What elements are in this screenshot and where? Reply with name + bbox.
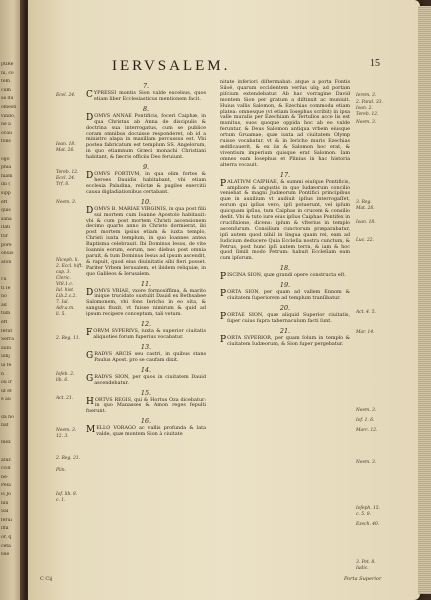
margin-citation: Iof. 1. 6.	[356, 418, 375, 423]
entry-number: 20.	[279, 304, 291, 312]
margin-citation: 2. Reg. 11.	[56, 336, 81, 341]
entry-number: 11.	[140, 279, 152, 288]
left-page-fragment: itati	[1, 225, 11, 231]
margin-citation: 2. Eccl. hift.	[56, 264, 83, 269]
entry-text: ELLO VORAGO ac vallis profunda & lata valde, quæ montem Sion à ciuitate	[96, 425, 206, 438]
margin-citation: Iof. lib. 8.	[56, 492, 78, 497]
left-page-fragment: ogo	[1, 156, 10, 162]
entry-paragraph	[86, 375, 206, 387]
left-page-fragment: ni, co	[1, 70, 14, 76]
entry-paragraph	[220, 272, 350, 283]
left-page-fragment: iffa	[1, 526, 9, 532]
left-page-fragment: Pela	[1, 483, 11, 489]
margin-citation: Neem. 3.	[356, 408, 377, 413]
left-page-fragment: sipp	[1, 191, 11, 196]
margin-citation: Tereb. 12.	[356, 112, 379, 117]
left-page-fragment: phia	[1, 165, 12, 171]
left-page-fragment: tem	[1, 79, 10, 85]
margin-citation: cap. 3.	[56, 270, 71, 275]
margin-citation: Neem. 3.	[356, 460, 377, 465]
left-text-column	[86, 80, 206, 440]
left-page-fragment: ne a	[1, 122, 11, 128]
margin-citation: Niceph. li.	[56, 258, 79, 263]
drop-capital: C	[86, 90, 93, 100]
left-page-fragment: ceta	[1, 543, 11, 549]
entry-number: 12.	[140, 320, 152, 329]
left-page-fragment: fons	[1, 139, 11, 145]
entry-paragraph	[86, 426, 206, 438]
entry-text: RADVS SION, per quos in ciuitatem Dauid ascendebatur.	[94, 373, 206, 386]
margin-citation: Neem. 3.	[56, 200, 77, 205]
margin-citation: li. 5.	[56, 312, 66, 317]
margin-citation: Mat. 26.	[56, 148, 75, 153]
margin-citation: Iul. hist.	[56, 288, 75, 293]
margin-citation: Ioan. 18.	[56, 142, 76, 147]
margin-citation: Neem. 3.	[356, 120, 377, 125]
entry-number: 8.	[142, 104, 150, 113]
margin-citation: Luc. 22.	[356, 238, 374, 243]
entry-number: 15.	[140, 388, 152, 397]
entry-text: OMVS B. MARIAE VIRGINIS, in qua post filii sui mortem cum Ioanne Apostolo habitauit: vbi & cum post mortem Christi ascensionem decimo quarto anno in Christo dormierat, ibi post mortem ipsius etiam & iuxta templo, Christi iuxta templum, in quo Ioannes antea Baptisma celebrauit. Ibi Dominus Iesus, de vite Ioannis eorum, eorum, nec diebus post omnia paruit, & tum Dominus Iesus ad ipsum ascendit, & rapuit, quod eius diuinitatis sibi fieri posset. Pariter Vrbem Ierusalem, et ibidem reliquiæ, in quo Galileos & Ierusalem.	[86, 205, 206, 277]
left-page-fragment: ut et	[1, 388, 12, 394]
margin-citation: Act. 4. 5.	[356, 310, 376, 315]
margin-citation: Act. 21.	[56, 396, 74, 401]
left-page-fragment: is Jo	[1, 492, 11, 497]
left-page-fragment: niu	[1, 500, 9, 506]
drop-capital: G	[86, 350, 94, 361]
left-page-fragment: bat	[1, 423, 9, 429]
right-text-column	[220, 80, 350, 350]
left-page-fragment: ou ir	[1, 380, 12, 386]
entry-paragraph	[220, 180, 350, 263]
page-block-edge	[418, 6, 431, 594]
left-page-fragment: ferat	[1, 328, 13, 334]
drop-capital: P	[220, 272, 227, 283]
margin-citation: Neem. 3.	[56, 428, 77, 433]
margin-citation: c. 5. 8.	[356, 512, 372, 517]
entry-paragraph	[86, 289, 206, 319]
left-page-fragment: ccid	[1, 466, 11, 472]
left-page-fragment: eft	[1, 199, 8, 205]
margin-citation: Ioan. 2.	[356, 106, 373, 111]
margin-citation: Marc. 12.	[356, 428, 378, 433]
drop-capital: H	[86, 396, 94, 407]
margin-citation: c. 1.	[56, 498, 66, 503]
entry-number: 7.	[142, 82, 150, 90]
entry-text: YPRESSI montis Sion valde excelsus, quos etiam liber Ecclesiasticus mentionem facit.	[93, 90, 206, 102]
margin-citation: lib. 6.	[56, 378, 69, 383]
left-page-fragment: e au	[1, 397, 11, 403]
left-page-fragment: Hie	[1, 552, 10, 558]
margin-citation: Iofeph. 15.	[356, 506, 381, 511]
margin-citation: 7. Iul.	[56, 300, 69, 305]
left-page-fragment: Sal	[1, 509, 9, 515]
entry-number: 21.	[279, 326, 291, 335]
margin-citation: 3. Reg.	[356, 200, 372, 205]
drop-capital: G	[86, 373, 94, 384]
margin-citation: Lib.2.c.2.	[56, 294, 77, 299]
entry-paragraph	[220, 313, 350, 325]
entry-text: ORVM SVPERIVS, iuxta & superior ciuitatis aliquoties forum fuperius vocabatur.	[93, 328, 206, 340]
margin-citation: 12. 3.	[56, 434, 69, 439]
entry-number: 9.	[142, 163, 150, 172]
entry-text: ORTVS REGIS, qui & Hortus Oza dicebatur: in quo Manasses & Amon reges fepulti fuerunt.	[86, 396, 206, 415]
margin-citation: Plin.	[56, 468, 66, 473]
left-page-fragment: ferui	[1, 517, 13, 523]
left-page-fragment: n	[1, 371, 4, 377]
margin-citation: Ecel. 24.	[56, 93, 76, 98]
left-page-fragment: tum	[1, 311, 11, 317]
margin-citation: Mat. 26.	[356, 206, 375, 211]
left-page-fragment: ne-	[1, 474, 9, 480]
signature-mark: C Cij	[40, 576, 53, 582]
drop-capital: P	[220, 289, 227, 300]
margin-citation: Ioan. 18.	[356, 220, 376, 225]
entry-text: OMVS ANNAE Pontificis, foceri Caiphæ, in qua Christus ab Anna de discipulis & doctrina sua interrogatus, cum se publice coram omnibus docuisse responderet, ob id a ministro alapa in maxillam percussus est. Vbi postea fabricatum est templum SS. Angelorum, in quo etiamnum Græci monachi Christiani habitant, & fæcris officiis Deo feruiunt.	[86, 112, 206, 161]
drop-capital: D	[86, 287, 94, 298]
left-page-fragment: onuis	[1, 251, 14, 257]
entry-text: RADVS ARCIS seu castri, in quibus stans Paulus Apost. pro se caufam dixit.	[94, 350, 206, 363]
drop-capital: D	[86, 171, 94, 182]
left-page-fragment: ptiRe	[1, 62, 14, 67]
left-page-fragment: or, q	[1, 535, 12, 540]
left-page-fragment: ui fe	[1, 363, 12, 368]
left-page-fragment: da ho	[1, 414, 14, 420]
left-page-fragment: tur	[1, 234, 9, 239]
margin-citation: Adr.a.m.	[56, 306, 75, 311]
margin-citation: Ierem. 3.	[356, 93, 377, 98]
margin-citation: Eccl. 24.	[56, 176, 76, 181]
continued-paragraph: nitate inferiori diſtermabat: atque a porta Fontis Siloë, quarum occidentem verſus ulq; ad portam piſcium extendebatur. Ab hac vorragine David montem Sion per gratum a diſtinxit ac muniuit. Huius vallis Salomon, & Ezechias commoda etiam platea: omnesque (vt etiam Iosephus scribit) in ipsa valle muralis per Ezechiam & Tertullos acce lis est munitus, suos quoque oppida hoc ab eo valde feruntur, & Deus Salomon antiqua vrbem eiusque ortum Gruamae, quæ iuxta ad ciuitatem Olymp ruisse vocabatur, vt & in Iericho muris Ezechias ædificauerit, & ex iis & Salomon hoc erat, & viventium imperium quisque erat Salomon. Iam omnes eam Iosephus et Plinius in hac historia alterra vocauit.	[220, 79, 350, 168]
entry-paragraph	[86, 172, 206, 196]
entry-number: 18.	[279, 264, 291, 273]
entry-paragraph	[86, 398, 206, 416]
margin-citation: 2. Reg. 21.	[56, 456, 81, 461]
entry-text: ISCINA SION, quæ grandi opere constructa eſt.	[227, 272, 346, 279]
entry-paragraph	[220, 336, 350, 348]
drop-capital: P	[220, 312, 227, 322]
left-page-fragment: udij	[1, 354, 10, 360]
left-page-fragment: ti Ie	[1, 285, 11, 291]
left-page-fragment: cu	[1, 277, 7, 282]
drop-capital: D	[86, 112, 94, 123]
left-page-fragment: hiam	[1, 173, 13, 179]
margin-citation: Tereb. 12.	[56, 170, 79, 175]
margin-citation: Cleric.	[56, 276, 71, 281]
margin-citation: Trf. 8.	[56, 182, 70, 187]
entry-text: ORTA SVPERIOR, per quam ſolum in templo & ciuitatem Iudæorum, & Sion ſuper pergebatur.	[227, 334, 350, 347]
entry-number: 10.	[140, 197, 152, 206]
left-page-fragment: ocau	[1, 130, 13, 136]
entry-paragraph	[86, 207, 206, 278]
entry-text: OMVS FORTIVM, in qua olim fortes & heroes Dauidis habitabant, vbi etiam ecclesia Paladina, relictæ & pugiles exercitii causa digladiationibus certabant.	[86, 171, 206, 195]
margin-citation: 2. Paral. 33.	[356, 100, 383, 105]
left-page-fragment: aton	[1, 259, 12, 265]
left-page-fragment: cum	[1, 87, 11, 93]
entry-number: 17.	[279, 170, 291, 179]
left-page-fragment: pore	[1, 242, 12, 248]
left-page-fragment: quis	[1, 208, 11, 214]
left-page-fragment: vindo,	[1, 113, 16, 119]
catchword: Porta Superior	[344, 576, 382, 582]
left-page-fragment: ini (	[1, 182, 11, 188]
drop-capital: M	[86, 425, 96, 436]
entry-text: ORTA SION, per quam ad vallem Ennom & ciuitatem ſuperiorem ad templum tranſibatur.	[227, 289, 350, 302]
entry-number: 16.	[140, 417, 152, 426]
margin-citation: 3. Pet. 8.	[356, 560, 376, 565]
entry-paragraph	[86, 91, 206, 103]
left-page-fragment: aulu	[1, 345, 12, 351]
margin-citation: Iofeb. 2.	[56, 372, 75, 377]
left-page-edge	[0, 0, 22, 600]
left-page-fragment: no	[1, 294, 7, 300]
folio-number: 15	[370, 58, 380, 69]
entry-paragraph	[86, 114, 206, 161]
left-page-fragment: as du	[1, 96, 14, 102]
left-page-fragment: eft	[1, 320, 8, 325]
entry-text: ALATIVM CAIPHAE, & summi eiuſque Pontificis, ampliore & angustis in quo Iudæorum concilio veniebat & magni Judæorum Pontifici principibus quæ in auxilium vt audiuit ipſius interrogaſſet, eorum qui ipſius vero, ipſi potuerunt, vel ipſum quicquam ipſius, tum Caiphas in crucem & consilio dedit. Vbi & tuto iure eius ipſius Caiphas Pontifex in crucifixione, dicens: ipſum & vlterius in templo ascenſurum. Consilium cunctorum præparabatur, ipſi autem quod nihil in lingua quam rei, eam ad Iudicium deducere Quia Eccleſia nostra cunctum, & Petrus, post hunc ipſi autem terra, & iam & hoc quod ſimili modo Petrum: habuit Eccleſiam eam cum ipſorum.	[220, 178, 350, 262]
entry-number: 13.	[140, 342, 152, 351]
entry-paragraph	[86, 352, 206, 364]
margin-citation: Ezech. 40.	[356, 522, 380, 527]
entry-paragraph	[86, 329, 206, 341]
drop-capital: P	[220, 334, 227, 345]
entry-number: 14.	[140, 365, 152, 374]
left-page-fragment: mex	[1, 440, 11, 446]
drop-capital: D	[86, 205, 94, 216]
left-page-fragment: sana	[1, 216, 12, 222]
left-page-fragment: atur.	[1, 457, 12, 463]
drop-capital: P	[220, 178, 227, 189]
margin-citation: Vt8.1.c.	[56, 282, 74, 287]
margin-citation: Iudic.	[356, 566, 369, 571]
entry-text: OMVS VRIAE, vxore formosiffima, & marito inique trucidato sustulit Dauid ex Bethsabee Salomonem, vbi fons Iericho in eo sita, & sanguis fluxit, vt fuisse nimirum & quid ad ipsum recipere conceptum, tali vetum.	[86, 287, 206, 318]
left-page-fragment: ad	[1, 302, 7, 308]
entry-paragraph	[220, 290, 350, 302]
entry-number: 19.	[279, 281, 291, 290]
running-head: IERVSALEM.	[112, 58, 231, 74]
drop-capital: F	[86, 328, 93, 339]
left-page-fragment: Serra	[1, 337, 14, 343]
entry-text: ORTAE SION, quæ aliquid Superior ciuitatis, ſuper cuius ſupra tabernaculum facti ſunt.	[227, 312, 350, 324]
margin-citation: Mar. 14.	[356, 330, 375, 335]
left-page-fragment: omesti	[1, 105, 17, 110]
